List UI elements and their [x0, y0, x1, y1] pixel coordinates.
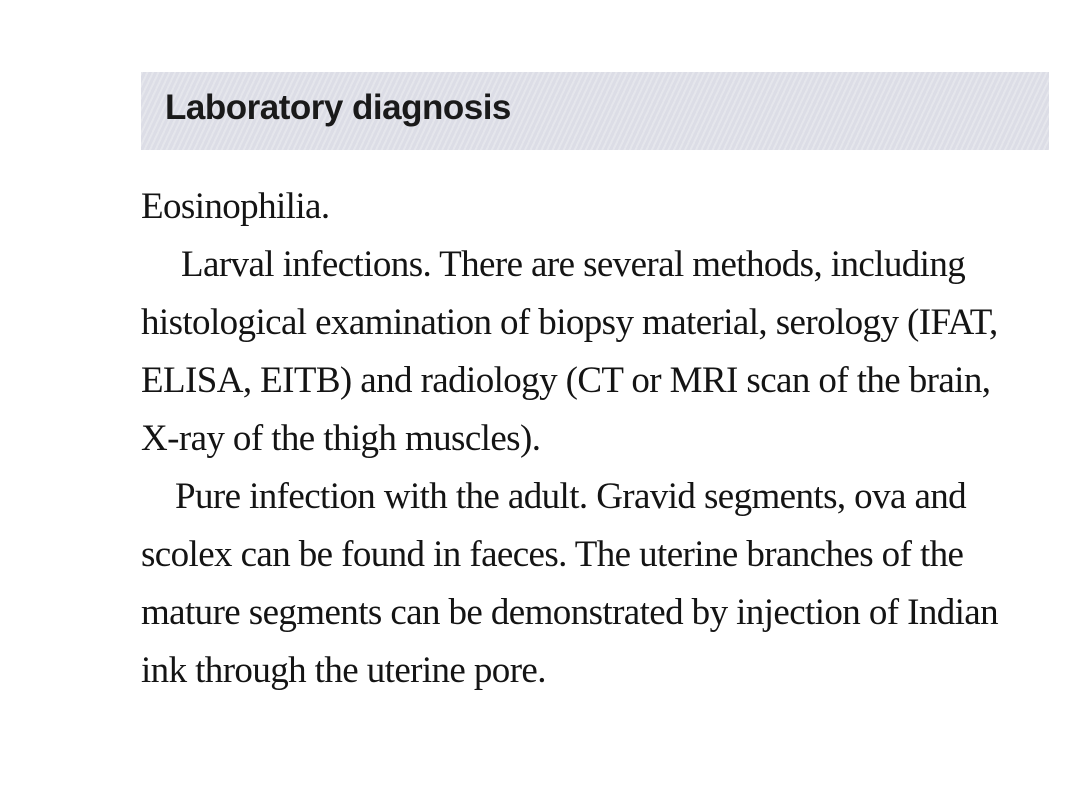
text-line: mature segments can be demonstrated by injection of Indian [141, 592, 999, 633]
text-line: Eosinophilia. [141, 186, 330, 227]
text-line: X-ray of the thigh muscles). [141, 418, 541, 459]
section-heading-band [141, 72, 1049, 150]
text-line: ink through the uterine pore. [141, 650, 546, 691]
body-text [141, 178, 1041, 700]
text-line: Larval infections. There are several methods, including [181, 244, 966, 285]
text-line: Pure infection with the adult. Gravid segments, ova and [175, 476, 967, 517]
text-line: scolex can be found in faeces. The uterine branches of the [141, 534, 964, 575]
text-line: ELISA, EITB) and radiology (CT or MRI scan of the brain, [141, 360, 991, 401]
section-heading: Laboratory diagnosis [165, 88, 511, 127]
text-line: histological examination of biopsy material, serology (IFAT, [141, 302, 998, 343]
